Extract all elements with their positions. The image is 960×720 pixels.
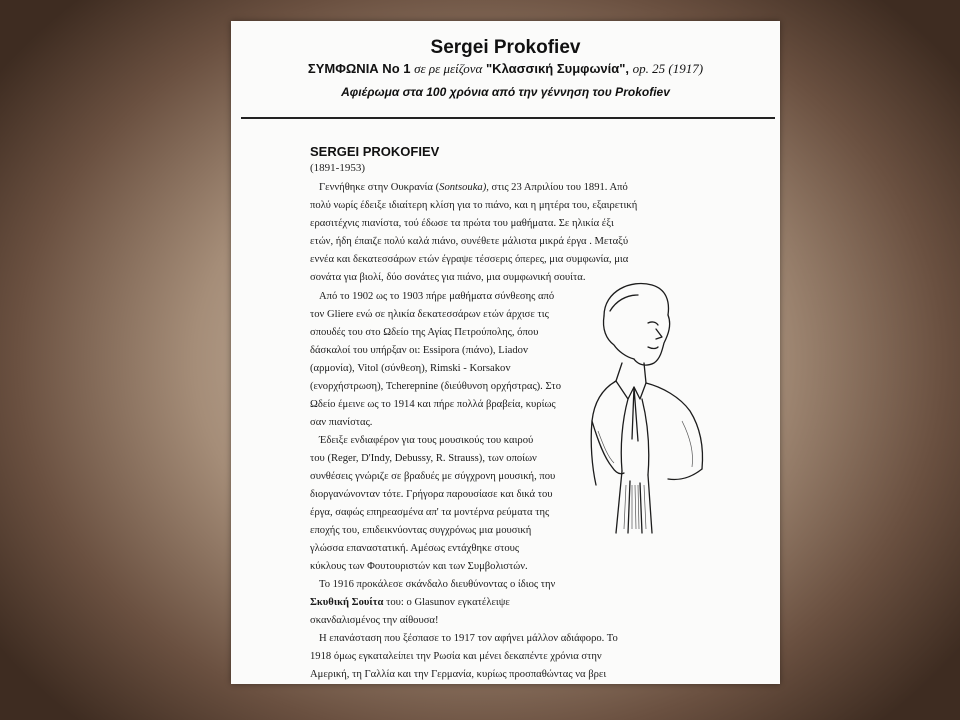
- article-line: Σκυθική Σουίτα του: ο Glasunov εγκατέλειψε: [310, 597, 510, 608]
- article-line: ετών, ήδη έπαιζε πολύ καλά πιάνο, συνέθετε μάλιστα μικρά έργα . Μεταξύ: [310, 236, 629, 247]
- header-divider: [241, 117, 775, 119]
- article-line: εποχής του, επιδεικνύοντας συγχρόνως μια μουσική: [310, 525, 532, 536]
- article-line: κύκλους των Φουτουριστών και των Συμβολιστών.: [310, 561, 528, 572]
- document-title: Sergei Prokofiev: [430, 37, 581, 58]
- article-line: σαν πιανίστας.: [310, 417, 373, 428]
- article-line: τον Gliere ενώ σε ηλικία δεκατεσσάρων ετών άρχισε τις: [310, 309, 549, 320]
- article-line: συνθέσεις γνώριζε σε βραδυές με σύγχρονη μουσική, που: [310, 471, 556, 482]
- article-line: Ωδείο έμεινε ως το 1914 και πήρε πολλά βραβεία, κυρίως: [310, 399, 556, 410]
- article-line: Η επανάσταση που ξέσπασε το 1917 τον αφήνει μάλλον αδιάφορο. Το: [319, 633, 618, 644]
- symphony-key: σε ρε μείζονα: [414, 61, 483, 76]
- article-line: έργα, σαφώς επηρεασμένα απ' τα μοντέρνα ρεύματα της: [310, 507, 550, 518]
- article-line: (αρμονία), Vitol (σύνθεση), Rimski - Korsakov: [310, 363, 511, 374]
- article-line: του (Reger, D'Indy, Debussy, R. Strauss), των οποίων: [310, 453, 537, 464]
- article-line: Γεννήθηκε στην Ουκρανία (Sontsouka), στις 23 Απριλίου του 1891. Από: [319, 182, 628, 193]
- article-years: (1891-1953): [310, 162, 365, 174]
- article-line: Έδειξε ενδιαφέρον για τους μουσικούς του καιρού: [319, 435, 534, 446]
- article-line: σπουδές του στο Ωδείο της Αγίας Πετρούπολης, όπου: [310, 327, 539, 338]
- article-line: σονάτα για βιολί, δύο σονάτες για πιάνο, μια συμφωνική σουίτα.: [310, 272, 586, 283]
- article-line: γλώσσα επαναστατική. Αμέσως εντάχθηκε στους: [310, 543, 520, 554]
- prokofiev-caricature-sketch: [586, 271, 726, 541]
- article-line: Από το 1902 ως το 1903 πήρε μαθήματα σύνθεσης από: [319, 291, 555, 302]
- scanned-document-page: [231, 21, 780, 684]
- symphony-opus: op. 25 (1917): [632, 61, 704, 76]
- article-line: διοργανώνονταν τότε. Γρήγορα παρουσίασε και δικά του: [310, 489, 553, 500]
- article-title: SERGEI PROKOFIEV: [310, 144, 440, 159]
- dedication-line: Αφιέρωμα στα 100 χρόνια από την γέννηση του Prokofiev: [341, 85, 670, 99]
- article-line: εννέα και δεκατεσσάρων ετών έγραψε τέσσερις όπερες, μια συμφωνία, μια: [310, 254, 629, 265]
- symphony-label: ΣΥΜΦΩΝΙΑ Νο 1: [307, 61, 411, 76]
- article-line: δάσκαλοί του υπήρξαν οι: Essipora (πιάνο), Liadov: [310, 345, 529, 356]
- article-line: Το 1916 προκάλεσε σκάνδαλο διευθύνοντας ο ίδιος την: [319, 579, 556, 590]
- article-line: 1918 όμως εγκαταλείπει την Ρωσία και μένει δεκαπέντε χρόνια στην: [310, 651, 602, 662]
- article-line: σκανδαλισμένος την αίθουσα!: [310, 615, 439, 626]
- article-line: (ενορχήστρωση), Tcherepnine (διεύθυνση ορχήστρας). Στο: [310, 381, 561, 392]
- article-line: Αμερική, τη Γαλλία και την Γερμανία, κυρίως προσπαθώντας να βρει: [310, 669, 607, 680]
- article-line: πολύ νωρίς έδειξε ιδιαίτερη κλίση για το πιάνο, και η μητέρα του, εξαιρετική: [310, 200, 638, 211]
- document-subtitle: [231, 61, 780, 77]
- article-line: ερασιτέχνις πιανίστα, τού έδωσε τα πρώτα του μαθήματα. Σε ηλικία έξι: [310, 218, 614, 229]
- symphony-name: "Κλασσική Συμφωνία",: [486, 61, 630, 76]
